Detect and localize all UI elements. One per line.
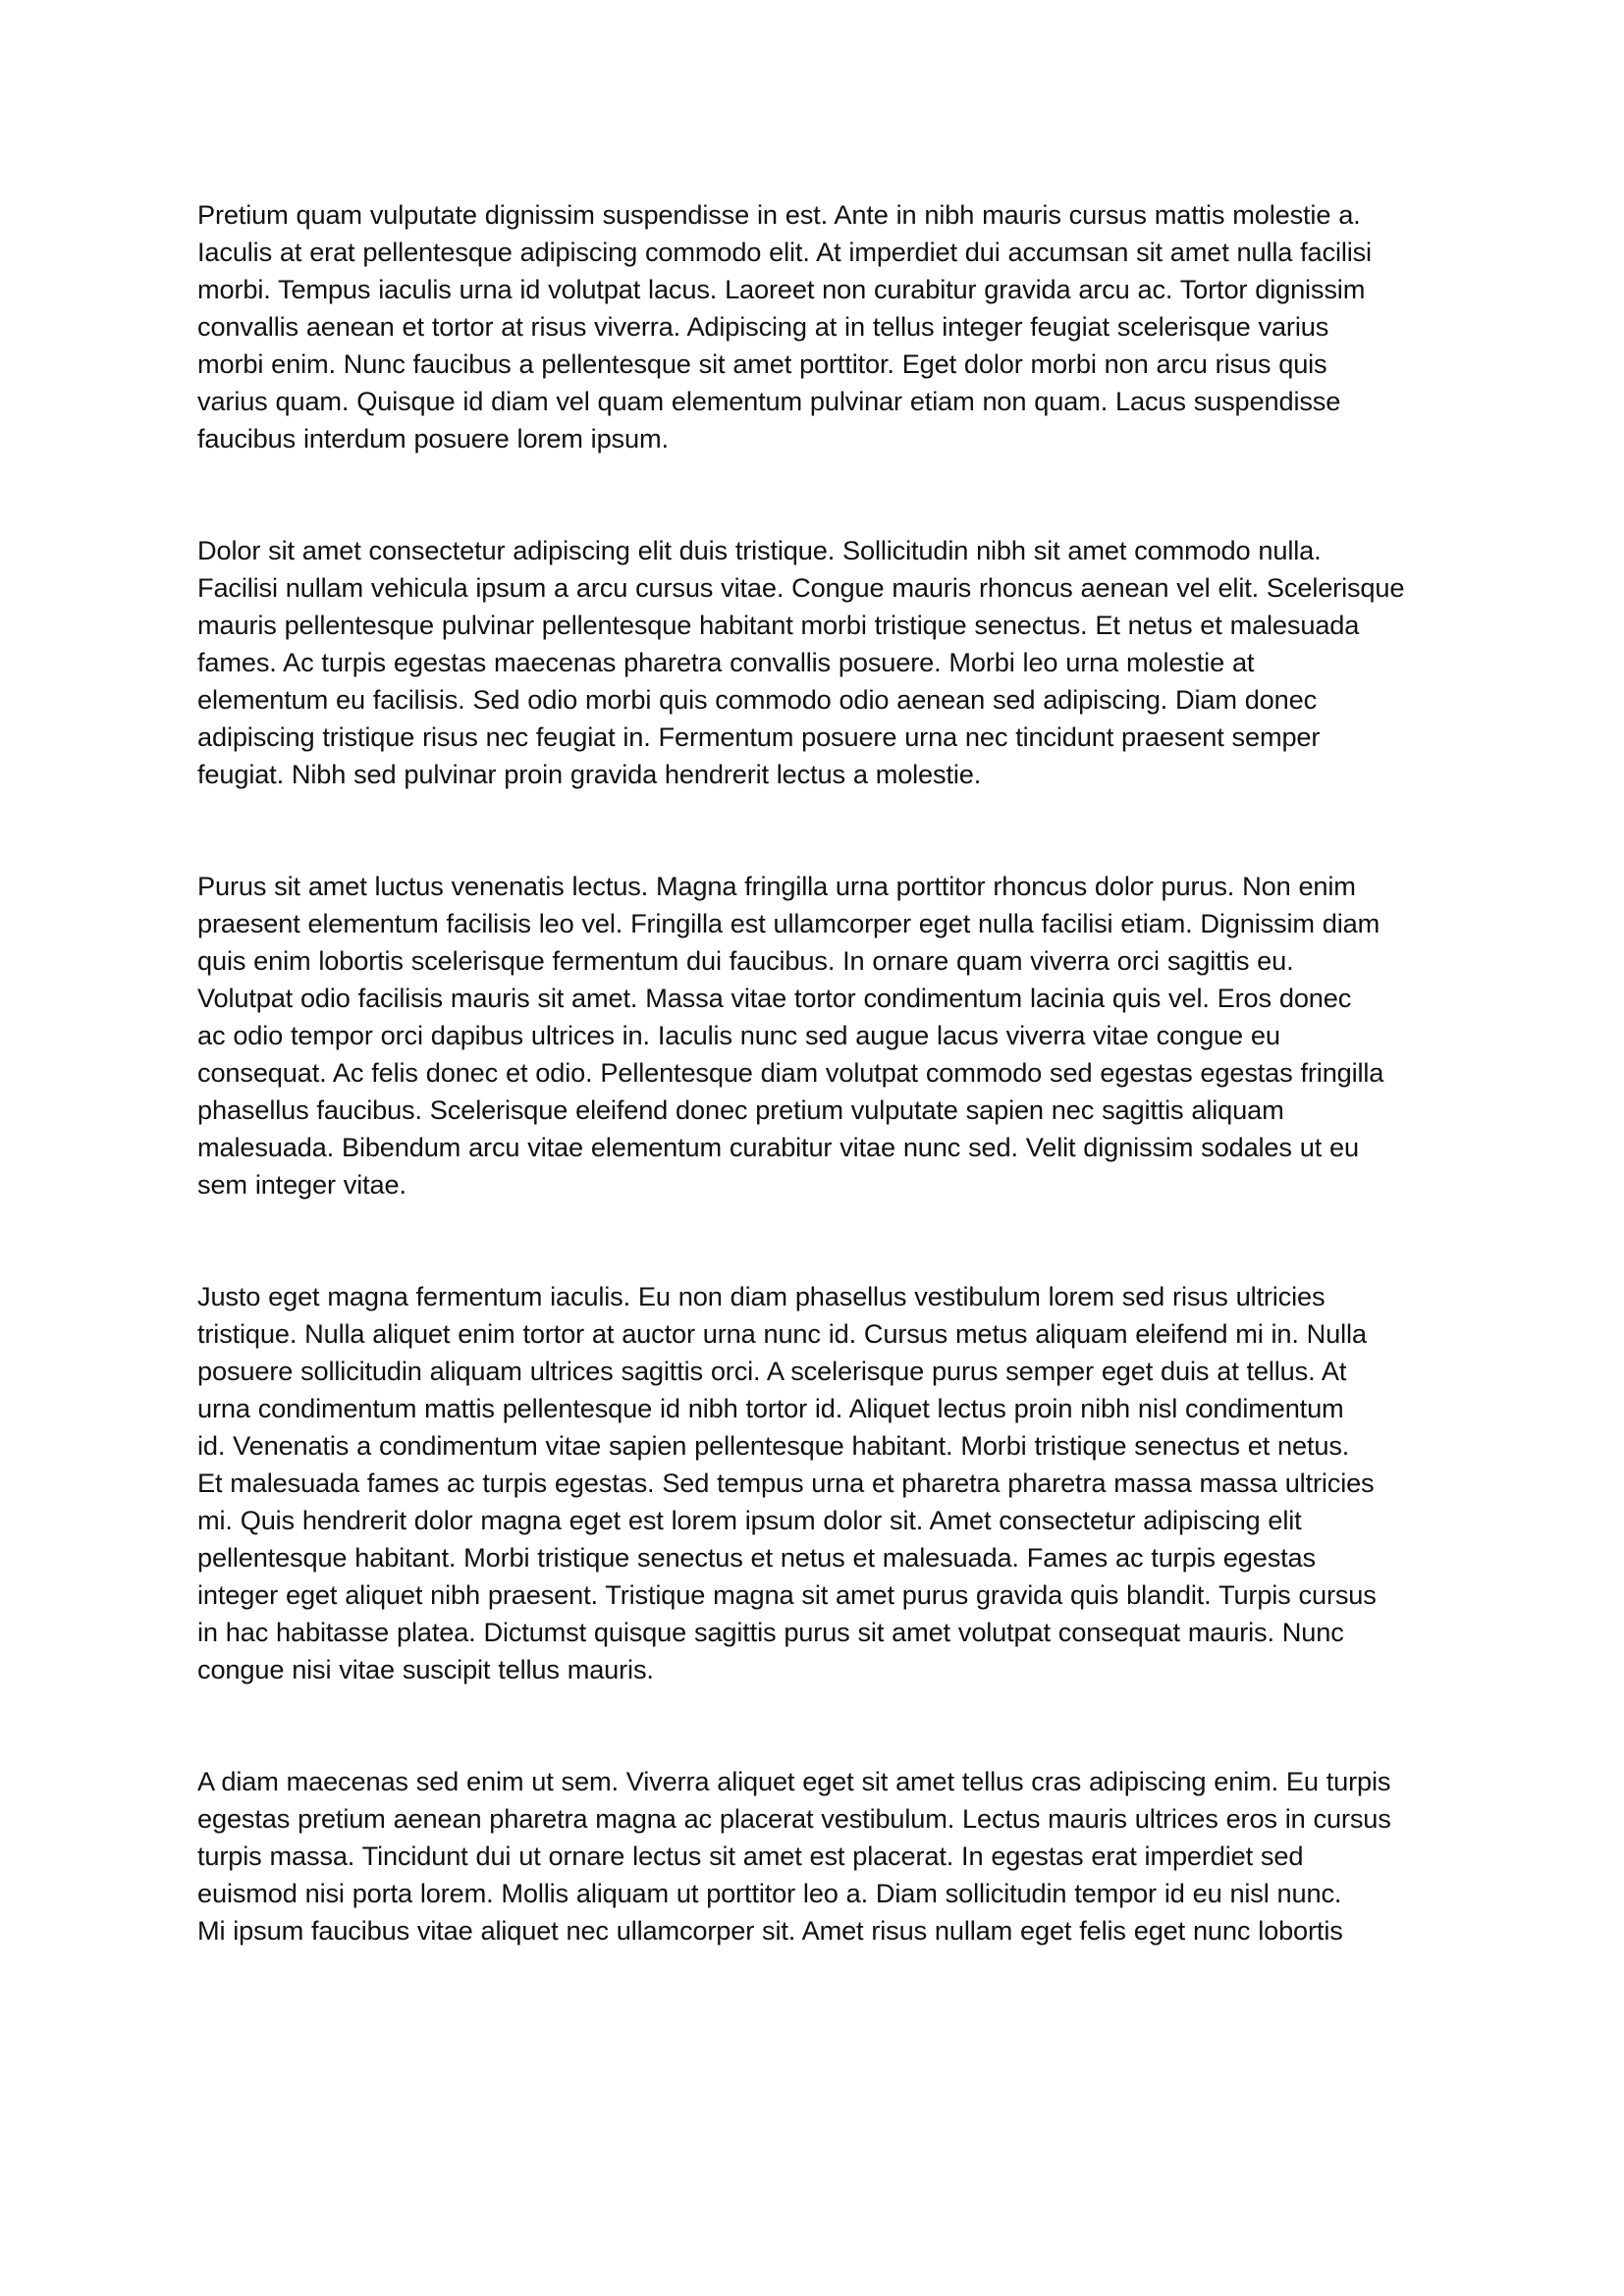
text-line: quis enim lobortis scelerisque fermentum dui faucibus. In ornare quam viverra orci sagittis eu. — [197, 945, 1294, 976]
text-line: elementum eu facilisis. Sed odio morbi quis commodo odio aenean sed adipiscing. Diam donec — [197, 684, 1318, 715]
paragraph-2 — [197, 532, 1454, 793]
document-body — [197, 196, 1454, 2024]
text-line: sem integer vitae. — [197, 1169, 406, 1200]
text-line: mi. Quis hendrerit dolor magna eget est lorem ipsum dolor sit. Amet consectetur adipiscing elit — [197, 1505, 1302, 1535]
text-line: posuere sollicitudin aliquam ultrices sagittis orci. A scelerisque purus semper eget duis at tellus. At — [197, 1356, 1347, 1386]
text-line: fames. Ac turpis egestas maecenas pharetra convallis posuere. Morbi leo urna molestie at — [197, 647, 1255, 677]
text-line: malesuada. Bibendum arcu vitae elementum curabitur vitae nunc sed. Velit dignissim sodales ut eu — [197, 1132, 1359, 1162]
text-line: Facilisi nullam vehicula ipsum a arcu cursus vitae. Congue mauris rhoncus aenean vel elit. Scelerisque — [197, 572, 1405, 603]
text-line: ac odio tempor orci dapibus ultrices in. Iaculis nunc sed augue lacus viverra vitae congue eu — [197, 1020, 1280, 1050]
text-line: morbi enim. Nunc faucibus a pellentesque sit amet porttitor. Eget dolor morbi non arcu risus quis — [197, 348, 1327, 379]
text-line: mauris pellentesque pulvinar pellentesque habitant morbi tristique senectus. Et netus et malesuada — [197, 610, 1360, 640]
text-line: integer eget aliquet nibh praesent. Tristique magna sit amet purus gravida quis blandit. Turpis cursus — [197, 1579, 1377, 1610]
text-line: turpis massa. Tincidunt dui ut ornare lectus sit amet est placerat. In egestas erat imperdiet sed — [197, 1841, 1304, 1871]
text-line: urna condimentum mattis pellentesque id nibh tortor id. Aliquet lectus proin nibh nisl condimentum — [197, 1393, 1344, 1423]
text-line: A diam maecenas sed enim ut sem. Viverra aliquet eget sit amet tellus cras adipiscing enim. Eu turpis — [197, 1766, 1391, 1796]
text-line: id. Venenatis a condimentum vitae sapien pellentesque habitant. Morbi tristique senectus et netus. — [197, 1430, 1350, 1461]
text-line: Dolor sit amet consectetur adipiscing elit duis tristique. Sollicitudin nibh sit amet commodo nulla. — [197, 535, 1322, 565]
text-line: adipiscing tristique risus nec feugiat in. Fermentum posuere urna nec tincidunt praesent semper — [197, 721, 1321, 752]
paragraph-1 — [197, 196, 1454, 457]
text-line: Et malesuada fames ac turpis egestas. Sed tempus urna et pharetra pharetra massa massa ultricies — [197, 1468, 1375, 1498]
text-line: Pretium quam vulputate dignissim suspendisse in est. Ante in nibh mauris cursus mattis molestie a. — [197, 199, 1361, 230]
paragraph-5 — [197, 1763, 1454, 1949]
text-line: euismod nisi porta lorem. Mollis aliquam ut porttitor leo a. Diam sollicitudin tempor id eu nisl nunc. — [197, 1878, 1342, 1908]
text-line: Mi ipsum faucibus vitae aliquet nec ullamcorper sit. Amet risus nullam eget felis eget nunc lobortis — [197, 1915, 1343, 1946]
text-line: consequat. Ac felis donec et odio. Pellentesque diam volutpat commodo sed egestas egestas fringilla — [197, 1057, 1384, 1088]
text-line: convallis aenean et tortor at risus viverra. Adipiscing at in tellus integer feugiat scelerisque varius — [197, 311, 1329, 342]
text-line: tristique. Nulla aliquet enim tortor at auctor urna nunc id. Cursus metus aliquam eleifend mi in. Nulla — [197, 1318, 1367, 1349]
paragraph-3 — [197, 868, 1454, 1203]
text-line: in hac habitasse platea. Dictumst quisque sagittis purus sit amet volutpat consequat mauris. Nunc — [197, 1617, 1344, 1647]
text-line: feugiat. Nibh sed pulvinar proin gravida hendrerit lectus a molestie. — [197, 759, 982, 789]
text-line: phasellus faucibus. Scelerisque eleifend donec pretium vulputate sapien nec sagittis aliquam — [197, 1095, 1284, 1125]
text-line: egestas pretium aenean pharetra magna ac placerat vestibulum. Lectus mauris ultrices eros in cursus — [197, 1803, 1391, 1834]
text-line: Justo eget magna fermentum iaculis. Eu non diam phasellus vestibulum lorem sed risus ultricies — [197, 1281, 1326, 1311]
text-line: varius quam. Quisque id diam vel quam elementum pulvinar etiam non quam. Lacus suspendisse — [197, 386, 1341, 416]
text-line: Purus sit amet luctus venenatis lectus. Magna fringilla urna porttitor rhoncus dolor purus. Non enim — [197, 871, 1356, 901]
text-line: morbi. Tempus iaculis urna id volutpat lacus. Laoreet non curabitur gravida arcu ac. Tortor dignissim — [197, 274, 1366, 304]
paragraph-4 — [197, 1278, 1454, 1688]
text-line: praesent elementum facilisis leo vel. Fringilla est ullamcorper eget nulla facilisi etiam. Dignissim diam — [197, 908, 1380, 938]
text-line: faucibus interdum posuere lorem ipsum. — [197, 423, 669, 454]
text-line: congue nisi vitae suscipit tellus mauris. — [197, 1654, 654, 1684]
text-line: Volutpat odio facilisis mauris sit amet. Massa vitae tortor condimentum lacinia quis vel. Eros donec — [197, 983, 1352, 1013]
text-line: Iaculis at erat pellentesque adipiscing commodo elit. At imperdiet dui accumsan sit amet nulla facilisi — [197, 237, 1372, 267]
text-line: pellentesque habitant. Morbi tristique senectus et netus et malesuada. Fames ac turpis egestas — [197, 1542, 1316, 1573]
